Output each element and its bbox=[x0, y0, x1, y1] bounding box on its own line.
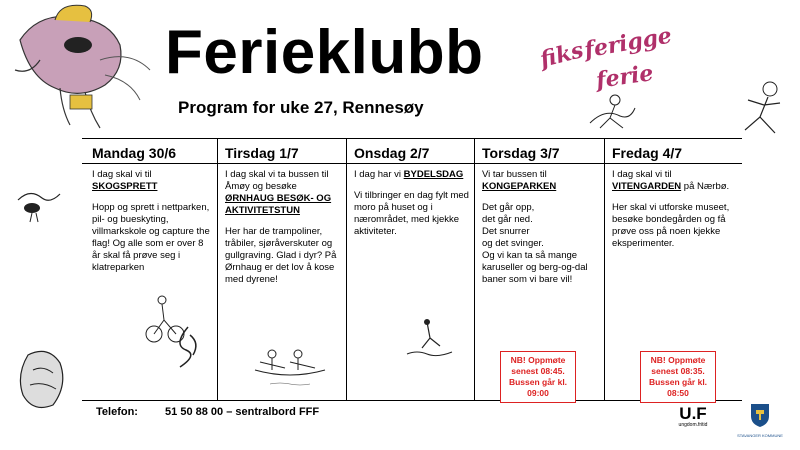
phone-label: Telefon: bbox=[96, 406, 138, 418]
notice-box-thursday: NB! Oppmøte senest 08:45. Bussen går kl. 09:00 bbox=[500, 351, 576, 403]
footer-contact bbox=[96, 406, 319, 418]
stavanger-kommune-logo bbox=[732, 402, 788, 439]
day-place: VITENGARDEN bbox=[612, 181, 682, 192]
day-content-wednesday bbox=[354, 169, 469, 247]
uf-logo-mark: U.F bbox=[679, 404, 707, 423]
stavanger-text: STAVANGER KOMMUNE bbox=[737, 433, 783, 438]
column-divider bbox=[474, 139, 475, 400]
bird-figure-illustration bbox=[10, 180, 70, 225]
day-description-line: Det går opp, bbox=[482, 202, 535, 213]
day-intro: I dag har vi bbox=[354, 169, 401, 180]
day-intro: I dag skal vi til bbox=[612, 169, 672, 180]
day-place: KONGEPARKEN bbox=[482, 181, 557, 192]
column-divider bbox=[217, 139, 218, 400]
header-divider bbox=[82, 163, 742, 164]
day-place-suffix: på Nærbø. bbox=[681, 181, 730, 192]
phone-number: 51 50 88 00 – sentralbord FFF bbox=[165, 406, 320, 418]
column-divider bbox=[346, 139, 347, 400]
cartoon-character-illustration bbox=[0, 0, 160, 135]
day-content-monday bbox=[92, 169, 212, 283]
day-heading-tuesday: Tirsdag 1/7 bbox=[225, 145, 299, 161]
small-figure-illustration bbox=[585, 88, 640, 133]
column-divider bbox=[604, 139, 605, 400]
page-title: Ferieklubb bbox=[165, 18, 484, 87]
day-description-line: det går ned. bbox=[482, 214, 533, 225]
diver-illustration bbox=[402, 318, 457, 360]
day-intro: I dag skal vi ta bussen til Åmøy og besøke bbox=[225, 169, 329, 192]
day-heading-monday: Mandag 30/6 bbox=[92, 145, 177, 161]
logo-word-1: fiks bbox=[537, 37, 587, 73]
day-description-line: Det snurrer bbox=[482, 226, 530, 237]
day-heading-wednesday: Onsdag 2/7 bbox=[354, 145, 430, 161]
day-description: Vi tilbringer en dag fylt med moro på huset og i nærområdet, med kjekke aktiviteter. bbox=[354, 190, 469, 237]
rowing-boat-illustration bbox=[250, 340, 330, 390]
day-heading-friday: Fredag 4/7 bbox=[612, 145, 683, 161]
page-subtitle: Program for uke 27, Rennesøy bbox=[178, 98, 424, 117]
day-content-thursday bbox=[482, 169, 598, 286]
backpack-figure-illustration bbox=[8, 345, 78, 415]
day-description: Her har de trampoliner, tråbiler, sjøråverskuter og gullgraving. Glad i dyr? På Ørnhaug er det lov å kose med dyrene! bbox=[225, 226, 337, 285]
scribble-figure-illustration bbox=[168, 325, 208, 370]
day-place: ØRNHAUG BESØK- OG AKTIVITETSTUN bbox=[225, 193, 332, 216]
day-description: Her skal vi utforske museet, besøke bondegården og få prøve oss på noen kjekke eksperimenter. bbox=[612, 202, 730, 249]
notice-box-friday: NB! Oppmøte senest 08:35. Bussen går kl. 08:50 bbox=[640, 351, 716, 403]
logo-word-2: ferigge bbox=[582, 22, 674, 64]
uf-logo-text: ungdom.fritid bbox=[678, 422, 708, 428]
day-intro: I dag skal vi til bbox=[92, 169, 152, 180]
coat-of-arms-icon bbox=[749, 402, 771, 428]
running-figure-illustration bbox=[730, 75, 795, 145]
day-description-line: Og vi kan ta så mange karuseller og berg-og-dal baner som vi bare vil! bbox=[482, 250, 588, 285]
logo-word-3: ferie bbox=[594, 60, 655, 94]
day-content-tuesday bbox=[225, 169, 341, 295]
day-heading-thursday: Torsdag 3/7 bbox=[482, 145, 560, 161]
uf-logo bbox=[668, 405, 718, 429]
day-place: BYDELSDAG bbox=[403, 169, 464, 180]
day-description-line: og det svinger. bbox=[482, 238, 544, 249]
day-description: Hopp og sprett i nettparken, pil- og bueskyting, villmarkskole og capture the flag! Og alle som er over 8 år skal få prøve seg i klatreparken bbox=[92, 202, 210, 273]
day-content-friday bbox=[612, 169, 737, 259]
day-place: SKOGSPRETT bbox=[92, 181, 158, 192]
day-intro: Vi tar bussen til bbox=[482, 169, 547, 180]
